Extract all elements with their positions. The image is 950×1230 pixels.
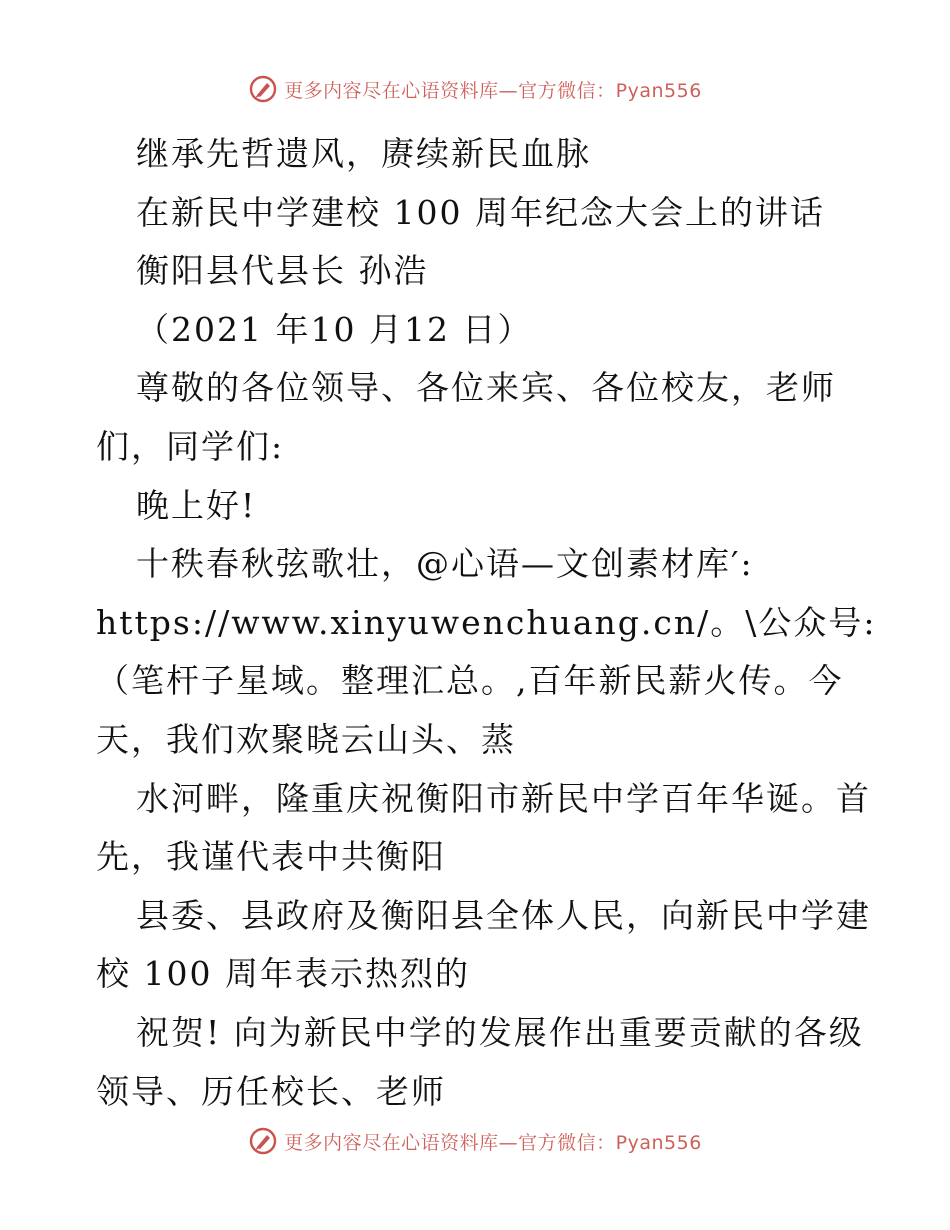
pen-nib-icon [248, 74, 278, 104]
footer-banner-text: 更多内容尽在心语资料库—官方微信：Pyan556 [284, 1131, 702, 1154]
paragraph-line: 尊敬的各位领导、各位来宾、各位校友，老师 [136, 368, 836, 408]
paragraph-line: 校 100 周年表示热烈的 [96, 954, 470, 994]
paragraph-line: 天，我们欢聚晓云山头、蒸 [96, 719, 516, 759]
speaker-line: 衡阳县代县长 孙浩 [136, 251, 429, 291]
paragraph-line: 领导、历任校长、老师 [96, 1071, 446, 1111]
paragraph-line: 晚上好! [136, 485, 257, 525]
paragraph-line: 水河畔，隆重庆祝衡阳市新民中学百年华诞。首 [136, 778, 871, 818]
footer-banner [0, 1124, 950, 1158]
paragraph-line: 十秩春秋弦歌壮，@心语—文创素材库′: [136, 544, 754, 584]
speech-title: 继承先哲遗风，赓续新民血脉 [136, 134, 591, 173]
document-body [96, 125, 877, 1121]
header-banner-text: 更多内容尽在心语资料库—官方微信：Pyan556 [284, 79, 702, 102]
pen-nib-icon [248, 1126, 278, 1156]
speech-subtitle: 在新民中学建校 100 周年纪念大会上的讲话 [136, 192, 825, 232]
paragraph-line: 们，同学们: [96, 426, 285, 466]
paragraph-line: 先，我谨代表中共衡阳 [96, 837, 446, 877]
paragraph-line: 祝贺! 向为新民中学的发展作出重要贡献的各级 [136, 1012, 864, 1052]
paragraph-line: 县委、县政府及衡阳县全体人民，向新民中学建 [136, 895, 871, 935]
paragraph-line: https://www.xinyuwenchuang.cn/。\公众号: [96, 602, 877, 642]
date-line: （2021 年10 月12 日） [136, 309, 533, 349]
header-banner [0, 72, 950, 106]
paragraph-line: （笔杆子星域。整理汇总。,百年新民薪火传。今 [96, 661, 844, 701]
